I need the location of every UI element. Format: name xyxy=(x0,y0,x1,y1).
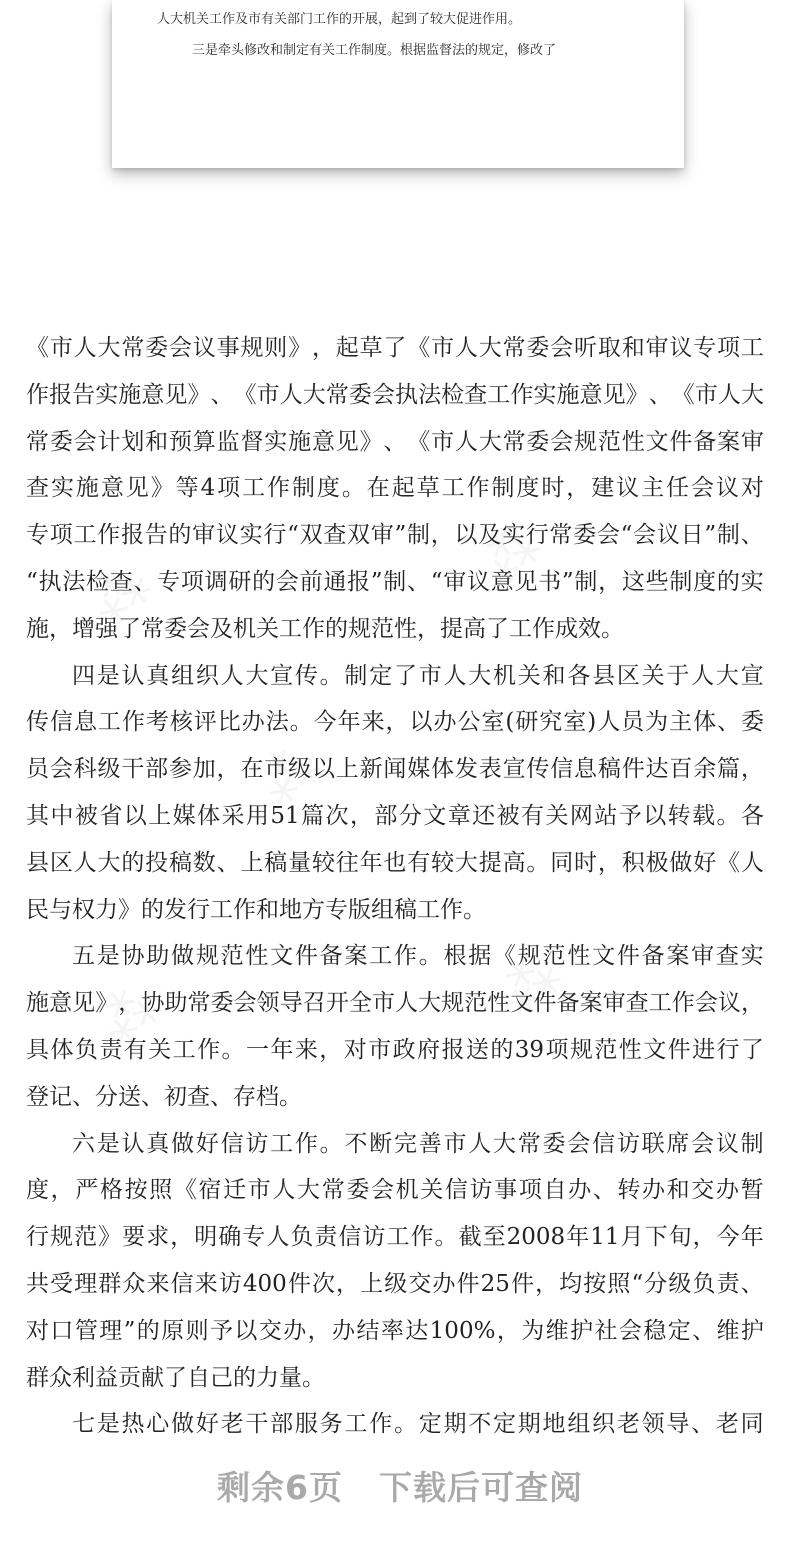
document-line: 五 是 协 助 做 规 范 性 文 件 备 案 工 作 。 根 据 《 规 范 性 文 件 备 案 审 查 实 xyxy=(72,943,764,970)
document-line: 登记、分送、初查、存档。 xyxy=(26,1083,302,1110)
preview-card xyxy=(112,0,684,168)
document-line: 员 会 科 级 干 部 参 加 ， 在 市 级 以 上 新 闻 媒 体 发 表 宣 传 信 息 稿 件 达 百 余 篇 ， xyxy=(26,756,764,783)
card-text-line: 人大机关工作及市有关部门工作的开展，起到了较大促进作用。 xyxy=(157,12,522,27)
document-line: 具 体 负 责 有 关 工 作 。 一 年 来 ， 对 市 政 府 报 送 的 39 项 规 范 性 文 件 进 行 了 xyxy=(26,1036,764,1063)
document-line: 施 意 见 》 ， 协 助 常 委 会 领 导 召 开 全 市 人 大 规 范 性 文 件 备 案 审 查 工 作 会 议 ， xyxy=(26,990,764,1017)
document-line: 常 委 会 计 划 和 预 算 监 督 实 施 意 见 》 、 《 市 人 大 常 委 会 规 范 性 文 件 备 案 审 xyxy=(26,428,764,455)
document-line: 《 市 人 大 常 委 会 议 事 规 则 》 ， 起 草 了 《 市 人 大 常 委 会 听 取 和 审 议 专 项 工 xyxy=(26,335,764,361)
document-line: 共 受 理 群 众 来 信 来 访 400 件 次 ， 上 级 交 办 件 25 件 ， 均 按 照 “ 分 级 负 责 、 xyxy=(26,1270,764,1297)
document-line: 六 是 认 真 做 好 信 访 工 作 。 不 断 完 善 市 人 大 常 委 会 信 访 联 席 会 议 制 xyxy=(72,1130,764,1157)
document-line: 施，增强了常委会及机关工作的规范性，提高了工作成效。 xyxy=(26,615,624,642)
document-line: 专 项 工 作 报 告 的 审 议 实 行 “ 双 查 双 审 ” 制 ， 以 及 实 行 常 委 会 “ 会 议 日 ” 制 、 xyxy=(26,522,764,549)
document-line: 其 中 被 省 以 上 媒 体 采 用 51 篇 次 ， 部 分 文 章 还 被 有 关 网 站 予 以 转 载 。 各 xyxy=(26,802,764,829)
document-line: 四 是 认 真 组 织 人 大 宣 传 。 制 定 了 市 人 大 机 关 和 各 县 区 关 于 人 大 宣 xyxy=(72,662,764,689)
remaining-pages-label: 剩余6页 xyxy=(217,1468,343,1507)
document-line: 七 是 热 心 做 好 老 干 部 服 务 工 作 。 定 期 不 定 期 地 组 织 老 领 导 、 老 同 xyxy=(72,1411,764,1438)
download-to-view-label: 下载后可查阅 xyxy=(378,1468,583,1507)
document-line: 群众利益贡献了自己的力量。 xyxy=(26,1364,325,1391)
document-line: 传 信 息 工 作 考 核 评 比 办 法 。 今 年 来 ， 以 办 公 室 ( 研 究 室 ) 人 员 为 主 体 、 委 xyxy=(26,709,764,736)
document-line: 对 口 管 理 ” 的 原 则 予 以 交 办 ， 办 结 率 达 100% ， 为 维 护 社 会 稳 定 、 维 护 xyxy=(26,1317,764,1344)
document-line: “ 执 法 检 查 、 专 项 调 研 的 会 前 通 报 ” 制 、 “ 审 议 意 见 书 ” 制 ， 这 些 制 度 的 实 xyxy=(26,568,764,595)
download-prompt[interactable] xyxy=(0,1462,800,1509)
document-line: 作 报 告 实 施 意 见 》 、 《 市 人 大 常 委 会 执 法 检 查 工 作 实 施 意 见 》 、 《 市 人 大 xyxy=(26,381,764,408)
document-line: 行 规 范 》 要 求 ， 明 确 专 人 负 责 信 访 工 作 。 截 至 2008 年 11 月 下 旬 ， 今 年 xyxy=(26,1224,764,1251)
document-line: 度 ， 严 格 按 照 《 宿 迁 市 人 大 常 委 会 机 关 信 访 事 项 自 办 、 转 办 和 交 办 暂 xyxy=(26,1177,764,1204)
document-line: 县 区 人 大 的 投 稿 数 、 上 稿 量 较 往 年 也 有 较 大 提 高 。 同 时 ， 积 极 做 好 《 人 xyxy=(26,849,764,876)
document-body xyxy=(26,325,764,1448)
card-text-line: 三是牵头修改和制定有关工作制度。根据监督法的规定，修改了 xyxy=(192,43,557,58)
document-line: 民与权力》的发行工作和地方专版组稿工作。 xyxy=(26,896,486,923)
document-line: 查 实 施 意 见 》 等 4 项 工 作 制 度 。 在 起 草 工 作 制 度 时 ， 建 议 主 任 会 议 对 xyxy=(26,475,764,502)
